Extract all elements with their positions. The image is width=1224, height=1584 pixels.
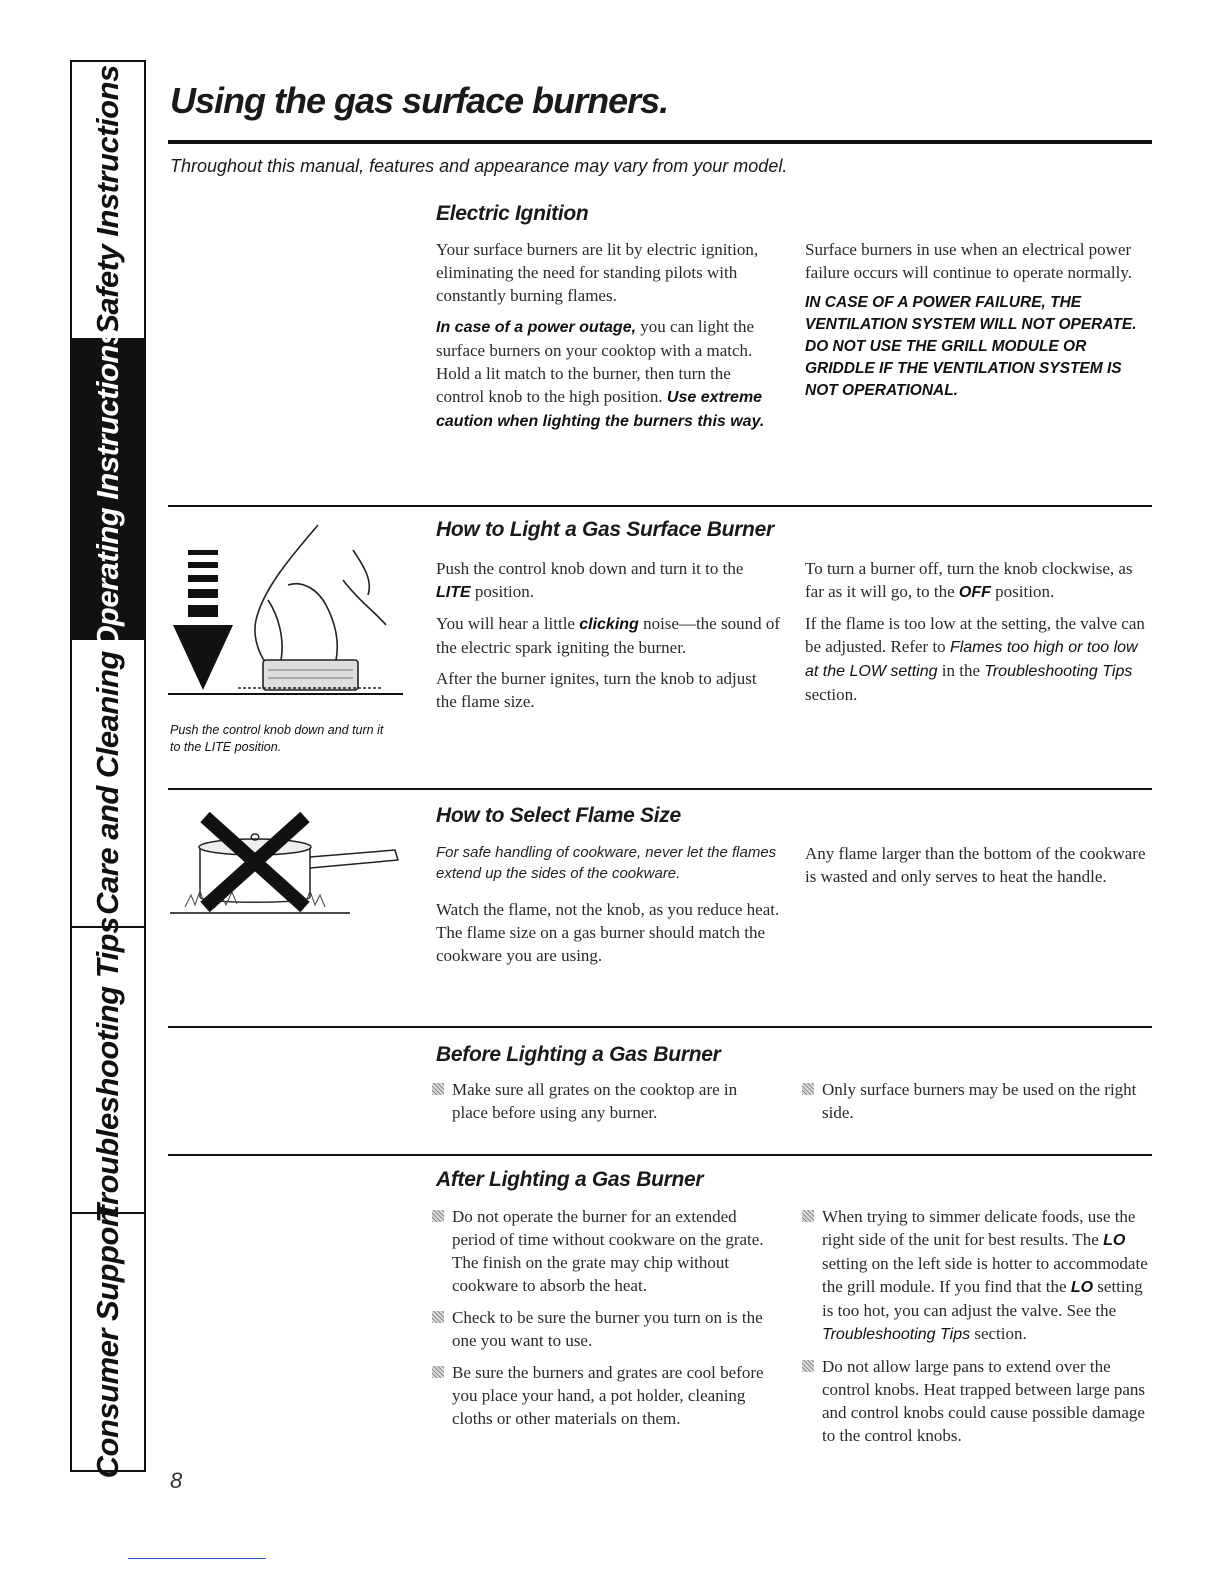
electric-ignition-left-column [436, 238, 781, 441]
electric-ignition-heading: Electric Ignition [436, 202, 589, 225]
tab-care-and-cleaning[interactable]: Care and Cleaning [72, 640, 144, 928]
oversized-flame-illustration [170, 812, 410, 922]
title-rule [168, 140, 1152, 144]
knob-illustration-caption: Push the control knob down and turn it to the LITE position. [170, 723, 384, 754]
paragraph: You will hear a little clicking noise—the sound of the electric spark igniting the burner. [436, 614, 780, 657]
knob-push-illustration [168, 520, 408, 720]
list-item: Check to be sure the burner you turn on is the one you want to use. [430, 1306, 770, 1352]
tab-safety-instructions[interactable]: Safety Instructions [72, 62, 144, 340]
light-burner-heading: How to Light a Gas Surface Burner [436, 518, 774, 541]
before-lighting-left-column [430, 1078, 775, 1133]
list-item: Do not allow large pans to extend over the control knobs. Heat trapped between large pans and control knobs could cause possible damage to the control knobs. [800, 1355, 1152, 1447]
section-divider [168, 505, 1152, 507]
push-down-arrow-icon [173, 550, 233, 690]
page-number: 8 [170, 1468, 183, 1493]
bullet-icon [432, 1083, 444, 1095]
intro-text: Throughout this manual, features and appearance may vary from your model. [170, 156, 788, 176]
list-item: Be sure the burners and grates are cool before you place your hand, a pot holder, cleaning cloths or other materials on them. [430, 1361, 770, 1430]
section-divider [168, 788, 1152, 790]
before-lighting-right-column [800, 1078, 1145, 1133]
bottom-link-underline [128, 1558, 266, 1559]
list-item: Make sure all grates on the cooktop are in place before using any burner. [430, 1078, 775, 1124]
list-item: Only surface burners may be used on the right side. [800, 1078, 1145, 1124]
cooktop-line [168, 693, 403, 695]
bullet-icon [802, 1210, 814, 1222]
page-title: Using the gas surface burners. [170, 80, 669, 121]
flame-size-right-column [805, 842, 1150, 896]
paragraph: To turn a burner off, turn the knob clockwise, as far as it will go, to the OFF position. [805, 559, 1133, 601]
paragraph: Your surface burners are lit by electric ignition, eliminating the need for standing pilots with constantly burning flames. [436, 240, 759, 305]
section-tab-bar [70, 60, 146, 1479]
hand-on-knob-icon [238, 525, 386, 690]
after-lighting-heading: After Lighting a Gas Burner [436, 1168, 704, 1191]
after-lighting-left-column [430, 1205, 770, 1439]
before-lighting-heading: Before Lighting a Gas Burner [436, 1043, 721, 1066]
paragraph: If the flame is too low at the setting, the valve can be adjusted. Refer to Flames too high or too low at the LOW setting in the Troubleshooting Tips section. [805, 614, 1145, 704]
bullet-icon [802, 1083, 814, 1095]
flame-size-left-column [436, 842, 781, 975]
safety-note: For safe handling of cookware, never let the flames extend up the sides of the cookware. [436, 844, 777, 882]
tab-troubleshooting-tips[interactable]: Troubleshooting Tips [72, 928, 144, 1214]
list-item: When trying to simmer delicate foods, use the right side of the unit for best results. The LO setting on the left side is hotter to accommodate the grill module. If you find that the LO setting is too hot, you can adjust the valve. See the Troubleshooting Tips section. [800, 1205, 1152, 1346]
bullet-icon [432, 1366, 444, 1378]
paragraph: After the burner ignites, turn the knob to adjust the flame size. [436, 669, 757, 711]
prohibited-x-icon [205, 817, 305, 907]
electric-ignition-right-column [805, 238, 1150, 410]
list-item: Do not operate the burner for an extended period of time without cookware on the grate. The finish on the grate may chip without cookware to absorb the heat. [430, 1205, 770, 1297]
paragraph: Surface burners in use when an electrical power failure occurs will continue to operate normally. [805, 240, 1132, 282]
section-divider [168, 1026, 1152, 1028]
flame-size-heading: How to Select Flame Size [436, 804, 681, 827]
light-burner-left-column [436, 557, 781, 721]
paragraph: Watch the flame, not the knob, as you reduce heat. The flame size on a gas burner should match the cookware you are using. [436, 900, 780, 965]
warning-text: IN CASE OF A POWER FAILURE, THE VENTILATION SYSTEM WILL NOT OPERATE. DO NOT USE THE GRILL MODULE OR GRIDDLE IF THE VENTILATION SYSTEM IS NOT OPERATIONAL. [805, 294, 1137, 399]
paragraph: Push the control knob down and turn it to the LITE position. [436, 559, 744, 601]
bullet-icon [432, 1210, 444, 1222]
paragraph: In case of a power outage, you can light the surface burners on your cooktop with a match. Hold a lit match to the burner, then turn the control knob to the high position. Use extreme caution when lighting the burners this way. [436, 317, 765, 430]
light-burner-right-column [805, 557, 1150, 714]
paragraph: Any flame larger than the bottom of the cookware is wasted and only serves to heat the handle. [805, 844, 1146, 886]
after-lighting-right-column [800, 1205, 1152, 1456]
tab-operating-instructions[interactable]: Operating Instructions [72, 340, 144, 640]
bullet-icon [432, 1311, 444, 1323]
section-divider [168, 1154, 1152, 1156]
bullet-icon [802, 1360, 814, 1372]
tab-consumer-support[interactable]: Consumer Support [90, 1205, 125, 1479]
